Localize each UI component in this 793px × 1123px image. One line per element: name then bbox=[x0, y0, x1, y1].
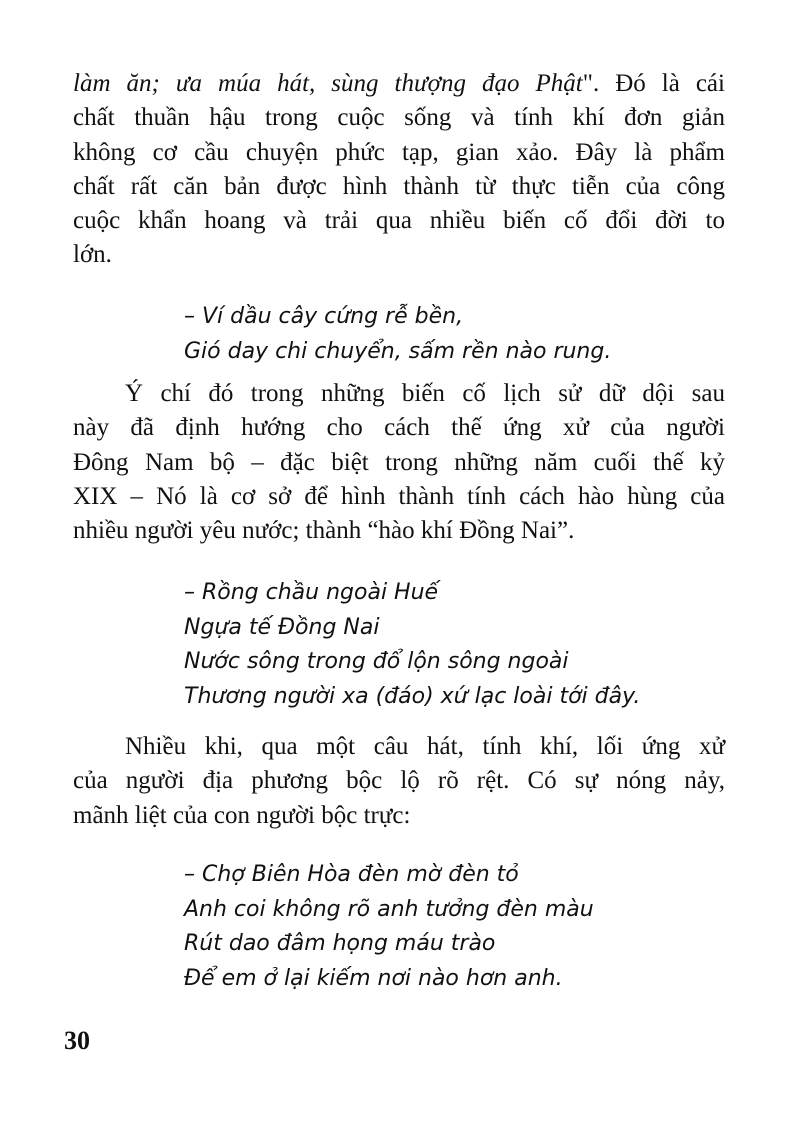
paragraph-1-line-3: không cơ cầu chuyện phức tạp, gian xảo. Đây là phẩm bbox=[73, 138, 725, 166]
verse-2-line-1: – Rồng chầu ngoài Huế bbox=[184, 580, 439, 605]
paragraph-2-line-4: XIX – Nó là cơ sở để hình thành tính cách hào hùng của bbox=[73, 482, 725, 510]
paragraph-3 bbox=[73, 730, 725, 833]
paragraph-1 bbox=[73, 67, 725, 273]
verse-1 bbox=[184, 300, 611, 369]
paragraph-3-line-2: của người địa phương bộc lộ rõ rệt. Có sự nóng nảy, bbox=[73, 767, 725, 795]
verse-3 bbox=[184, 858, 594, 996]
verse-2-line-3: Nước sông trong đổ lộn sông ngoài bbox=[184, 649, 569, 674]
verse-1-line-1: – Ví dầu cây cứng rễ bền, bbox=[184, 304, 464, 329]
verse-3-line-1: – Chợ Biên Hòa đèn mờ đèn tỏ bbox=[184, 862, 519, 887]
paragraph-1-line-1 bbox=[73, 67, 725, 101]
paragraph-3-line-3: mãnh liệt của con người bộc trực: bbox=[73, 801, 411, 829]
paragraph-1-line-5: cuộc khẩn hoang và trải qua nhiều biến cố đổi đời to bbox=[73, 207, 725, 235]
paragraph-1-line-6: lớn. bbox=[73, 241, 112, 269]
italic-quote: làm ăn; ưa múa hát, sùng thượng đạo Phật bbox=[73, 70, 583, 97]
paragraph-2-line-1: Ý chí đó trong những biến cố lịch sử dữ dội sau bbox=[125, 380, 725, 407]
paragraph-3-line-1: Nhiều khi, qua một câu hát, tính khí, lối ứng xử bbox=[125, 733, 725, 760]
paragraph-1-line-4: chất rất căn bản được hình thành từ thực tiễn của công bbox=[73, 172, 725, 200]
verse-2-line-4: Thương người xa (đáo) xứ lạc loài tới đây. bbox=[184, 683, 641, 709]
paragraph-1-line-2: chất thuần hậu trong cuộc sống và tính khí đơn giản bbox=[73, 104, 725, 132]
verse-1-line-2: Gió day chi chuyển, sấm rền nào rung. bbox=[184, 338, 612, 364]
verse-3-line-2: Anh coi không rõ anh tưởng đèn màu bbox=[184, 896, 594, 922]
quote-continuation: ". Đó là cái bbox=[582, 70, 725, 97]
verse-2-line-2: Ngựa tế Đồng Nai bbox=[184, 614, 380, 640]
paragraph-2-line-3: Đông Nam bộ – đặc biệt trong những năm cuối thế kỷ bbox=[73, 448, 725, 476]
verse-2 bbox=[184, 576, 640, 714]
verse-3-line-4: Để em ở lại kiếm nơi nào hơn anh. bbox=[184, 965, 563, 991]
paragraph-2-line-5: nhiều người yêu nước; thành “hào khí Đồng Nai”. bbox=[73, 517, 575, 545]
paragraph-2 bbox=[73, 377, 725, 548]
page-number: 30 bbox=[64, 1026, 90, 1055]
verse-3-line-3: Rút dao đâm họng máu trào bbox=[184, 931, 496, 956]
paragraph-2-line-2: này đã định hướng cho cách thế ứng xử của người bbox=[73, 414, 725, 442]
